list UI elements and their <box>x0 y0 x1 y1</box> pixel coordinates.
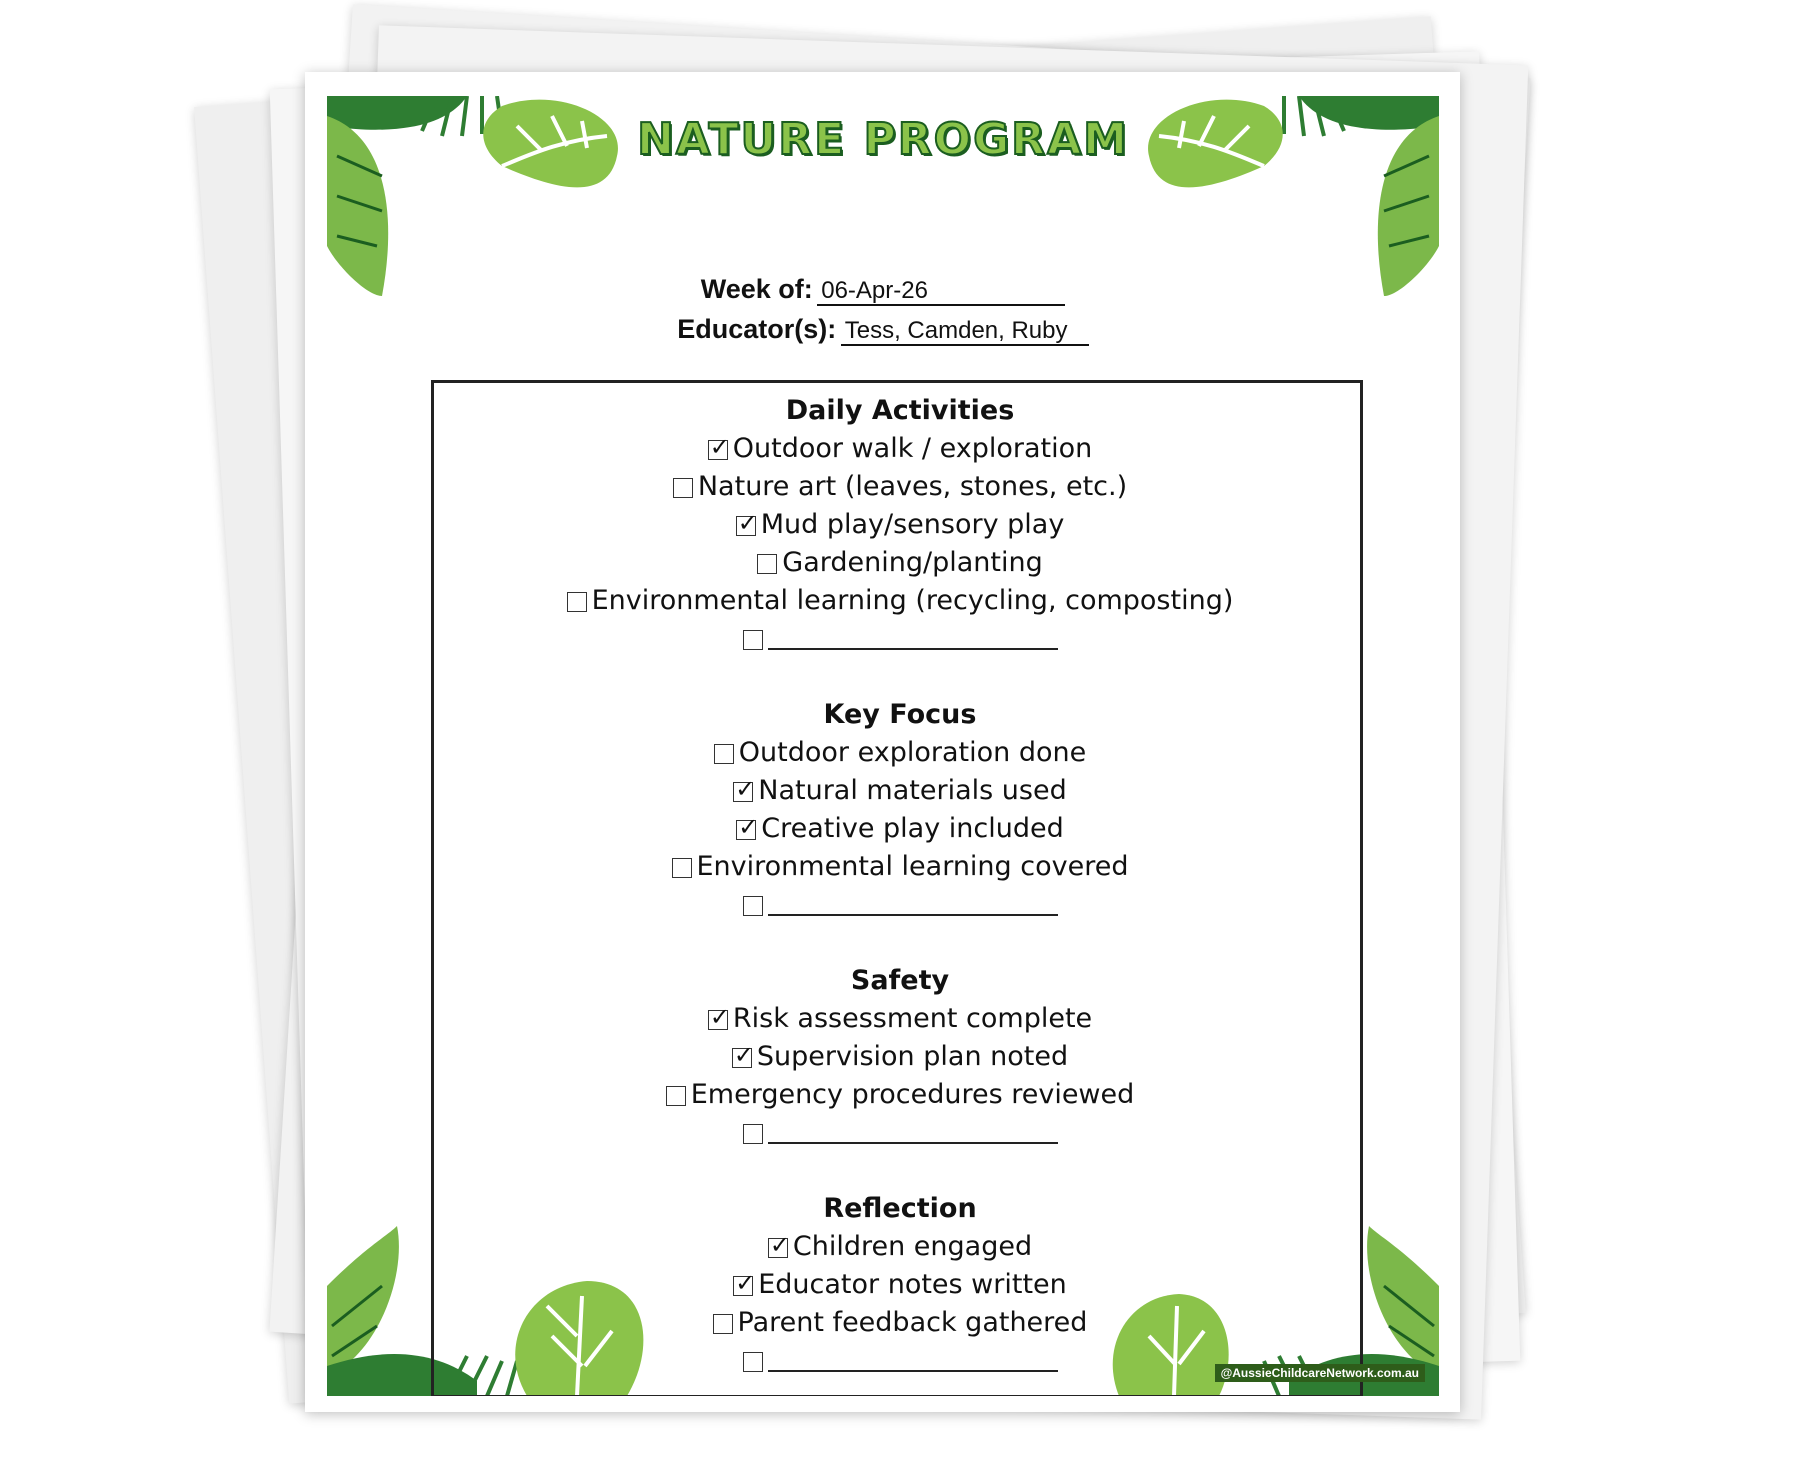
other-item-blank-line[interactable] <box>768 628 1058 650</box>
checklist-item-label: Creative play included <box>761 813 1064 844</box>
checked-checkbox[interactable] <box>708 440 728 460</box>
checklist-item <box>434 1041 1366 1072</box>
other-item-row <box>434 1117 1366 1148</box>
checked-checkbox[interactable] <box>733 782 753 802</box>
unchecked-checkbox[interactable] <box>743 1352 763 1372</box>
unchecked-checkbox[interactable] <box>672 858 692 878</box>
week-of-row <box>327 274 1439 306</box>
section-title: Reflection <box>823 1193 977 1224</box>
unchecked-checkbox[interactable] <box>743 630 763 650</box>
checklist-box <box>431 380 1363 1396</box>
checklist-item <box>434 775 1366 806</box>
checklist-item <box>434 1079 1366 1110</box>
educator-value[interactable]: Tess, Camden, Ruby <box>841 318 1089 346</box>
checklist-item-label: Mud play/sensory play <box>760 509 1065 540</box>
checked-checkbox[interactable] <box>708 1010 728 1030</box>
educator-row <box>327 314 1439 346</box>
checklist-item <box>434 1269 1366 1300</box>
other-item-row <box>434 623 1366 654</box>
checklist-item <box>434 813 1366 844</box>
unchecked-checkbox[interactable] <box>713 1314 733 1334</box>
week-of-value[interactable]: 06-Apr-26 <box>817 278 1065 306</box>
unchecked-checkbox[interactable] <box>743 896 763 916</box>
checklist-item-label: Nature art (leaves, stones, etc.) <box>697 471 1128 502</box>
checklist-item <box>434 547 1366 578</box>
watermark: @AussieChildcareNetwork.com.au <box>1215 1364 1425 1382</box>
document-page <box>305 72 1460 1412</box>
checklist-item <box>434 509 1366 540</box>
checked-checkbox[interactable] <box>768 1238 788 1258</box>
page-title: NATURE PROGRAM <box>637 114 1129 165</box>
checklist-item-label: Parent feedback gathered <box>737 1307 1088 1338</box>
checklist-item <box>434 433 1366 464</box>
unchecked-checkbox[interactable] <box>743 1124 763 1144</box>
unchecked-checkbox[interactable] <box>757 554 777 574</box>
checklist-item-label: Children engaged <box>792 1231 1033 1262</box>
unchecked-checkbox[interactable] <box>673 478 693 498</box>
checked-checkbox[interactable] <box>736 820 756 840</box>
page-content <box>327 96 1439 1396</box>
section-title: Safety <box>850 965 950 996</box>
section-title: Key Focus <box>823 699 977 730</box>
section-title: Daily Activities <box>785 395 1015 426</box>
checklist-item-label: Educator notes written <box>758 1269 1067 1300</box>
checklist-item <box>434 585 1366 616</box>
checked-checkbox[interactable] <box>732 1048 752 1068</box>
checklist-item-label: Gardening/planting <box>782 547 1043 578</box>
checklist-item-label: Environmental learning (recycling, composting) <box>591 585 1234 616</box>
checklist-item-label: Risk assessment complete <box>732 1003 1093 1034</box>
unchecked-checkbox[interactable] <box>666 1086 686 1106</box>
checklist-item-label: Outdoor walk / exploration <box>732 433 1093 464</box>
other-item-blank-line[interactable] <box>768 894 1058 916</box>
checked-checkbox[interactable] <box>733 1276 753 1296</box>
checklist-item-label: Supervision plan noted <box>756 1041 1069 1072</box>
checklist-item-label: Outdoor exploration done <box>738 737 1087 768</box>
checklist-item-label: Emergency procedures reviewed <box>690 1079 1135 1110</box>
checklist-item-label: Natural materials used <box>758 775 1067 806</box>
other-item-row <box>434 889 1366 920</box>
other-item-blank-line[interactable] <box>768 1122 1058 1144</box>
checklist-item-label: Environmental learning covered <box>696 851 1129 882</box>
checked-checkbox[interactable] <box>736 516 756 536</box>
educator-label: Educator(s): <box>677 314 837 344</box>
unchecked-checkbox[interactable] <box>567 592 587 612</box>
checklist-item <box>434 1231 1366 1262</box>
checklist-item <box>434 851 1366 882</box>
checklist-item <box>434 471 1366 502</box>
unchecked-checkbox[interactable] <box>714 744 734 764</box>
week-of-label: Week of: <box>700 274 813 304</box>
checklist-item <box>434 1307 1366 1338</box>
other-item-blank-line[interactable] <box>768 1350 1058 1372</box>
checklist-item <box>434 737 1366 768</box>
checklist-item <box>434 1003 1366 1034</box>
